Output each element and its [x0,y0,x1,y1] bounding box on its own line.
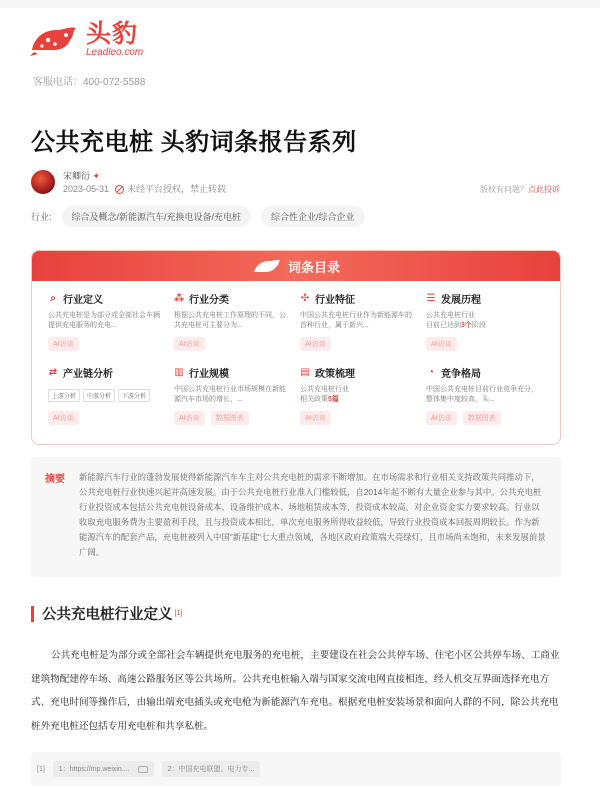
section-heading [31,603,182,624]
catalog-item-desc: 公共充电桩是为部分或全部社会车辆提供充电服务的充电... [48,312,160,329]
feature-icon: ✣ [300,293,310,304]
copyright-report [480,184,560,195]
timeline-icon: ☰ [426,293,436,304]
catalog-item-scale[interactable] [174,365,292,425]
catalog-item-desc [426,311,544,332]
ai-interview-button[interactable]: AI访谈 [426,337,457,351]
catalog-item-title: 政策梳理 [315,369,355,380]
desc-highlight: 3个 [461,322,472,329]
catalog-item-title: 竞争格局 [441,369,481,380]
bar-chart-icon: ▥ [174,367,184,378]
service-hotline: 客服电话：400-072-5588 [33,77,146,88]
copyright-notice: 未经平台授权，禁止转载 [127,184,227,194]
catalog-item-history[interactable] [426,291,544,351]
avatar[interactable] [31,170,55,194]
author-block [31,170,226,196]
pie-chart-icon: ◔ [427,367,435,378]
brand-name: 头豹 [86,19,139,48]
catalog-item-chain[interactable] [48,365,166,425]
abstract-text: 新能源汽车行业的蓬勃发展使得新能源汽车车主对公共充电桩的需求不断增加。在市场需求和行业相关支持政策共同推动下，公共充电桩行业快速兴起并高速发展。由于公共充电桩行业准入门槛较低，自2014年起不断有大量企业参与其中。公共充电桩行业投资成本包括公共充电桩设备成本、设备维护成本、场地租赁成本等，投资成本较高，对企业资金实力要求较高。行业以收取充电服务费为主要盈利手段，且与投资成本相比，单次充电服务所得收益较低，导致行业投资成本回报周期较长。作为新能源汽车的配套产品，充电桩被列入中国"新基建"七大重点领域，各地区政府政策端大亮绿灯，且市场尚未饱和，未来发展前景广阔。 [79,472,546,557]
definition-paragraph: 公共充电桩是为部分或全部社会车辆提供充电服务的充电桩，主要建设在社会公共停车场、住宅小区公共停车场、工商业建筑物配建停车场、高速公路服务区等公共场所。公共充电桩输入端与国家交流电网直接相连，经人机交互界面选择充电方式、充电时间等操作后，由输出端充电插头或充电枪为新能源汽车充电。根据充电桩安装场景和面向人群的不同，除公共充电桩外充电桩还包括专用充电桩和共享私桩。 [31,650,560,732]
catalog-item-features[interactable] [300,291,418,351]
reference-bar [31,752,561,786]
brand-domain: Leadleo.com [86,46,144,58]
hierarchy-icon: ⁂ [174,293,185,304]
ai-interview-button[interactable]: AI访谈 [300,337,331,351]
desc-prefix: 公共充电桩行业 相关政策 [300,386,349,403]
leopard-icon [252,257,282,275]
heading-accent-bar [31,606,34,622]
abstract-label: 摘要 [45,474,65,485]
industry-tag[interactable]: 综合性企业/综合企业 [261,206,365,227]
downstream-tag[interactable]: 下游分析 [118,389,150,402]
chain-icon: ⇄ [48,367,58,378]
leopard-logo-icon [28,20,80,58]
section-title: 公共充电桩行业定义 [42,607,173,623]
catalog-item-policy[interactable] [300,365,418,425]
brand-logo[interactable] [28,20,143,58]
catalog-item-title: 行业定义 [63,295,103,306]
link-icon [138,766,148,773]
top-strip [0,0,600,8]
catalog-item-competition[interactable] [426,365,544,425]
catalog-item-desc: 中国公共充电桩目前行业竞争充分，整体集中度较高，头... [426,386,538,403]
catalog-item-desc: 根据公共充电桩工作原理的不同，公共充电桩可主要分为... [174,312,286,329]
desc-highlight: 5篇 [328,396,339,403]
desc-prefix: 公共充电桩行业 目前已达到 [426,312,475,329]
citation-ref[interactable]: [1] [174,610,183,617]
ai-interview-button[interactable]: AI访谈 [174,337,205,351]
rights-question: 版权有问题？ [480,185,528,194]
publish-date: 2023-05-31 [63,184,110,194]
policy-doc-icon: ▤ [300,367,310,378]
reference-item[interactable] [162,761,261,777]
catalog-panel [31,250,561,445]
catalog-item-classification[interactable] [174,291,292,351]
catalog-item-title: 发展历程 [441,295,481,306]
data-chart-button[interactable]: 数据图表 [463,411,501,425]
reference-text: 2：中国充电联盟、电力专... [167,766,255,773]
catalog-item-definition[interactable] [48,291,166,351]
catalog-item-desc: 中国公共充电桩行业作为新能源车的首种行业，属于新兴... [300,312,412,329]
reference-label: [1] [37,765,45,773]
catalog-item-title: 产业链分析 [63,369,113,380]
no-reprint-icon [115,185,124,194]
catalog-title: 词条目录 [287,259,340,275]
catalog-item-desc: 中国公共充电桩行业市场规模在新能源汽车市场的增长，... [174,386,286,403]
author-name[interactable]: 宋卿衍 [63,171,91,181]
abstract-box [31,457,561,577]
report-link[interactable]: 点此投诉 [528,185,560,194]
catalog-item-title: 行业特征 [315,295,355,306]
desc-suffix: 阶段 [471,322,486,329]
ai-interview-button[interactable]: AI访谈 [426,411,457,425]
ai-interview-button[interactable]: AI访谈 [48,337,79,351]
industry-tag[interactable]: 综合及概念/新能源汽车/充换电设备/充电桩 [62,206,252,227]
verified-icon: ✦ [92,171,101,181]
midstream-tag[interactable]: 中游分析 [83,389,115,402]
catalog-item-desc [300,385,418,406]
industry-tags [31,206,365,227]
catalog-header [32,251,560,281]
data-chart-button[interactable]: 数据图表 [211,411,249,425]
upstream-tag[interactable]: 上游分析 [48,389,80,402]
page-title: 公共充电桩 头豹词条报告系列 [31,129,357,156]
reference-text: 1：https://mp.weixin.... [58,766,130,773]
catalog-item-title: 行业规模 [189,369,229,380]
ai-interview-button[interactable]: AI访谈 [300,411,331,425]
industry-label: 行业: [31,212,52,222]
magnifier-icon: ⌕ [50,293,56,304]
catalog-item-title: 行业分类 [189,295,229,306]
reference-item[interactable] [53,761,154,777]
ai-interview-button[interactable]: AI访谈 [48,411,79,425]
ai-interview-button[interactable]: AI访谈 [174,411,205,425]
